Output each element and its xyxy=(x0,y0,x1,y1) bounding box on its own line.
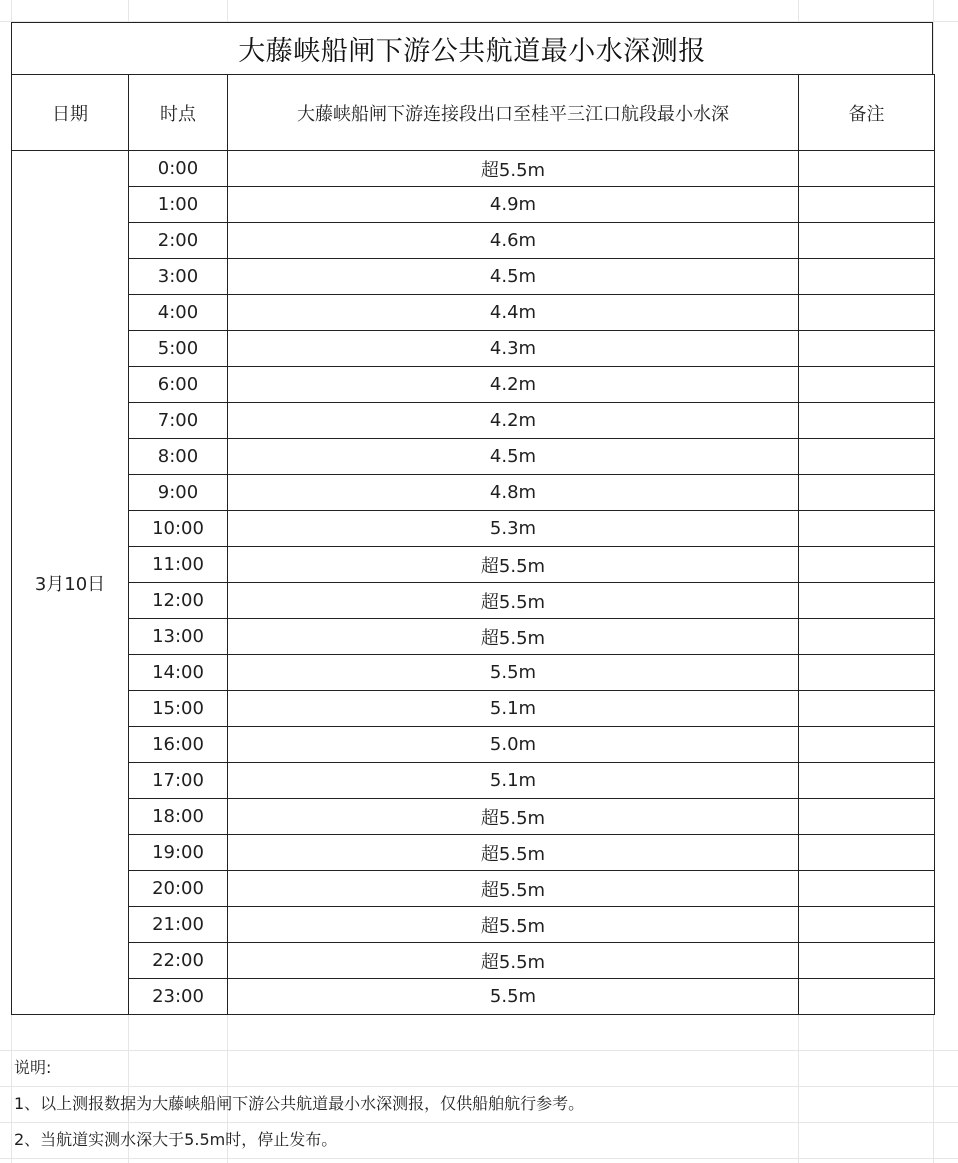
remark-cell[interactable] xyxy=(799,691,935,727)
time-cell[interactable]: 2:00 xyxy=(129,223,228,259)
remark-cell[interactable] xyxy=(799,367,935,403)
table-row xyxy=(12,763,935,799)
time-cell[interactable]: 15:00 xyxy=(129,691,228,727)
remark-cell[interactable] xyxy=(799,763,935,799)
depth-report xyxy=(11,22,933,1015)
depth-cell[interactable]: 5.3m xyxy=(228,511,799,547)
report-title: 大藤峡船闸下游公共航道最小水深测报 xyxy=(238,36,706,67)
time-cell[interactable]: 18:00 xyxy=(129,799,228,835)
time-cell[interactable]: 5:00 xyxy=(129,331,228,367)
time-cell[interactable]: 12:00 xyxy=(129,583,228,619)
time-cell[interactable]: 13:00 xyxy=(129,619,228,655)
remark-cell[interactable] xyxy=(799,583,935,619)
table-row xyxy=(12,259,935,295)
table-row xyxy=(12,727,935,763)
time-cell[interactable]: 23:00 xyxy=(129,979,228,1015)
table-row xyxy=(12,871,935,907)
time-cell[interactable]: 3:00 xyxy=(129,259,228,295)
time-cell[interactable]: 17:00 xyxy=(129,763,228,799)
depth-cell[interactable]: 4.2m xyxy=(228,403,799,439)
depth-cell[interactable]: 5.1m xyxy=(228,763,799,799)
depth-cell[interactable]: 4.5m xyxy=(228,439,799,475)
report-title-cell[interactable] xyxy=(11,22,933,74)
notes-section xyxy=(14,1050,584,1158)
remark-cell[interactable] xyxy=(799,259,935,295)
remark-cell[interactable] xyxy=(799,331,935,367)
depth-cell[interactable]: 5.0m xyxy=(228,727,799,763)
table-body xyxy=(12,151,935,1015)
depth-cell[interactable]: 超5.5m xyxy=(228,907,799,943)
time-cell[interactable]: 0:00 xyxy=(129,151,228,187)
notes-line-1[interactable]: 1、以上测报数据为大藤峡船闸下游公共航道最小水深测报，仅供船舶航行参考。 xyxy=(14,1094,585,1113)
remark-cell[interactable] xyxy=(799,871,935,907)
header-date[interactable]: 日期 xyxy=(12,75,129,151)
depth-cell[interactable]: 4.5m xyxy=(228,259,799,295)
remark-cell[interactable] xyxy=(799,943,935,979)
sheet-gridline xyxy=(0,1158,958,1159)
table-row xyxy=(12,835,935,871)
table-row xyxy=(12,151,935,187)
depth-cell[interactable]: 超5.5m xyxy=(228,835,799,871)
time-cell[interactable]: 21:00 xyxy=(129,907,228,943)
table-row xyxy=(12,403,935,439)
depth-cell[interactable]: 超5.5m xyxy=(228,547,799,583)
time-cell[interactable]: 10:00 xyxy=(129,511,228,547)
table-row xyxy=(12,907,935,943)
time-cell[interactable]: 20:00 xyxy=(129,871,228,907)
remark-cell[interactable] xyxy=(799,187,935,223)
time-cell[interactable]: 4:00 xyxy=(129,295,228,331)
depth-table xyxy=(11,74,935,1015)
remark-cell[interactable] xyxy=(799,295,935,331)
table-row xyxy=(12,475,935,511)
header-time[interactable]: 时点 xyxy=(129,75,228,151)
table-row xyxy=(12,295,935,331)
depth-cell[interactable]: 5.5m xyxy=(228,655,799,691)
time-cell[interactable]: 22:00 xyxy=(129,943,228,979)
depth-cell[interactable]: 4.9m xyxy=(228,187,799,223)
time-cell[interactable]: 16:00 xyxy=(129,727,228,763)
depth-cell[interactable]: 4.2m xyxy=(228,367,799,403)
table-row xyxy=(12,511,935,547)
table-row xyxy=(12,979,935,1015)
table-row xyxy=(12,187,935,223)
header-depth[interactable]: 大藤峡船闸下游连接段出口至桂平三江口航段最小水深 xyxy=(228,75,799,151)
depth-cell[interactable]: 4.8m xyxy=(228,475,799,511)
table-row xyxy=(12,583,935,619)
depth-cell[interactable]: 5.1m xyxy=(228,691,799,727)
remark-cell[interactable] xyxy=(799,475,935,511)
time-cell[interactable]: 6:00 xyxy=(129,367,228,403)
table-row xyxy=(12,547,935,583)
depth-cell[interactable]: 4.6m xyxy=(228,223,799,259)
remark-cell[interactable] xyxy=(799,547,935,583)
time-cell[interactable]: 7:00 xyxy=(129,403,228,439)
table-row xyxy=(12,367,935,403)
depth-cell[interactable]: 超5.5m xyxy=(228,583,799,619)
table-row xyxy=(12,223,935,259)
depth-cell[interactable]: 超5.5m xyxy=(228,619,799,655)
depth-cell[interactable]: 超5.5m xyxy=(228,871,799,907)
depth-cell[interactable]: 5.5m xyxy=(228,979,799,1015)
remark-cell[interactable] xyxy=(799,907,935,943)
remark-cell[interactable] xyxy=(799,151,935,187)
time-cell[interactable]: 11:00 xyxy=(129,547,228,583)
remark-cell[interactable] xyxy=(799,835,935,871)
time-cell[interactable]: 9:00 xyxy=(129,475,228,511)
remark-cell[interactable] xyxy=(799,511,935,547)
remark-cell[interactable] xyxy=(799,655,935,691)
table-row xyxy=(12,619,935,655)
table-row xyxy=(12,655,935,691)
remark-cell[interactable] xyxy=(799,403,935,439)
table-header-row xyxy=(12,75,935,151)
header-remarks[interactable]: 备注 xyxy=(799,75,935,151)
notes-heading[interactable]: 说明: xyxy=(14,1058,52,1077)
table-row xyxy=(12,439,935,475)
table-row xyxy=(12,943,935,979)
remark-cell[interactable] xyxy=(799,799,935,835)
depth-cell[interactable]: 超5.5m xyxy=(228,151,799,187)
depth-cell[interactable]: 4.3m xyxy=(228,331,799,367)
date-cell[interactable]: 3月10日 xyxy=(12,151,129,1015)
remark-cell[interactable] xyxy=(799,727,935,763)
table-row xyxy=(12,331,935,367)
depth-cell[interactable]: 4.4m xyxy=(228,295,799,331)
remark-cell[interactable] xyxy=(799,223,935,259)
remark-cell[interactable] xyxy=(799,979,935,1015)
notes-line-2[interactable]: 2、当航道实测水深大于5.5m时，停止发布。 xyxy=(14,1130,338,1149)
table-row xyxy=(12,799,935,835)
table-row xyxy=(12,691,935,727)
time-cell[interactable]: 8:00 xyxy=(129,439,228,475)
remark-cell[interactable] xyxy=(799,439,935,475)
time-cell[interactable]: 1:00 xyxy=(129,187,228,223)
time-cell[interactable]: 19:00 xyxy=(129,835,228,871)
remark-cell[interactable] xyxy=(799,619,935,655)
depth-cell[interactable]: 超5.5m xyxy=(228,943,799,979)
time-cell[interactable]: 14:00 xyxy=(129,655,228,691)
depth-cell[interactable]: 超5.5m xyxy=(228,799,799,835)
